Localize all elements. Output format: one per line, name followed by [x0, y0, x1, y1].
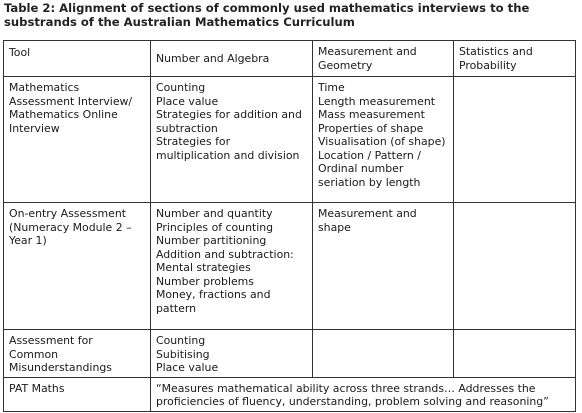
list-item: Addition and subtraction: Mental strategies: [156, 247, 294, 274]
header-cell-number-algebra: Number and Algebra: [151, 41, 313, 77]
table-header-row: [4, 41, 576, 77]
header-cell-tool: Tool: [4, 41, 151, 77]
list-item: Strategies for multiplication and division: [156, 135, 300, 162]
table-row: [4, 377, 576, 411]
list-item: Location / Pattern / Ordinal number seriation by length: [318, 148, 421, 189]
number-algebra-cell: [151, 330, 313, 378]
measurement-geometry-cell: [313, 203, 454, 330]
list-item: Visualisation (of shape): [318, 135, 446, 148]
list-item: Place value: [156, 361, 219, 374]
list-item: Time: [318, 81, 345, 94]
list-item: Money, fractions and pattern: [156, 288, 271, 315]
list-item: Place value: [156, 94, 219, 108]
list-item: Counting: [156, 81, 206, 94]
list-item: Properties of shape: [318, 121, 424, 135]
number-algebra-cell: [151, 203, 313, 330]
list-item: Number partitioning: [156, 234, 267, 247]
list-item: Strategies for addition and subtraction: [156, 108, 302, 135]
tool-cell: Assessment for Common Misunderstandings: [4, 330, 151, 378]
table-row: [4, 330, 576, 378]
list-item: Counting: [156, 334, 206, 347]
merged-description-cell: “Measures mathematical ability across three strands… Addresses the proficiencies of fluency, understanding, problem solving and reasoning”: [151, 377, 576, 411]
measurement-geometry-cell: [313, 330, 454, 378]
list-item: Length measurement: [318, 94, 436, 108]
header-cell-statistics-probability: Statistics and Probability: [454, 41, 576, 77]
number-algebra-cell: [151, 77, 313, 203]
header-cell-measurement-geometry: Measurement and Geometry: [313, 41, 454, 77]
tool-cell: Mathematics Assessment Interview/ Mathematics Online Interview: [4, 77, 151, 203]
tool-cell: PAT Maths: [4, 377, 151, 411]
list-item: Subitising: [156, 347, 210, 361]
table-row: [4, 77, 576, 203]
statistics-probability-cell: [454, 330, 576, 378]
statistics-probability-cell: [454, 203, 576, 330]
tool-cell: On-entry Assessment (Numeracy Module 2 – Year 1): [4, 203, 151, 330]
list-item: Principles of counting: [156, 220, 274, 234]
list-item: Mass measurement: [318, 108, 425, 121]
list-item: Number problems: [156, 274, 254, 288]
table-row: [4, 203, 576, 330]
statistics-probability-cell: [454, 77, 576, 203]
alignment-table: [3, 40, 576, 412]
table-caption: Table 2: Alignment of sections of commonly used mathematics interviews to the substrands of the Australian Mathematics Curriculum: [4, 1, 530, 29]
list-item: Number and quantity: [156, 207, 273, 220]
list-item: Measurement and shape: [318, 207, 417, 234]
measurement-geometry-cell: [313, 77, 454, 203]
